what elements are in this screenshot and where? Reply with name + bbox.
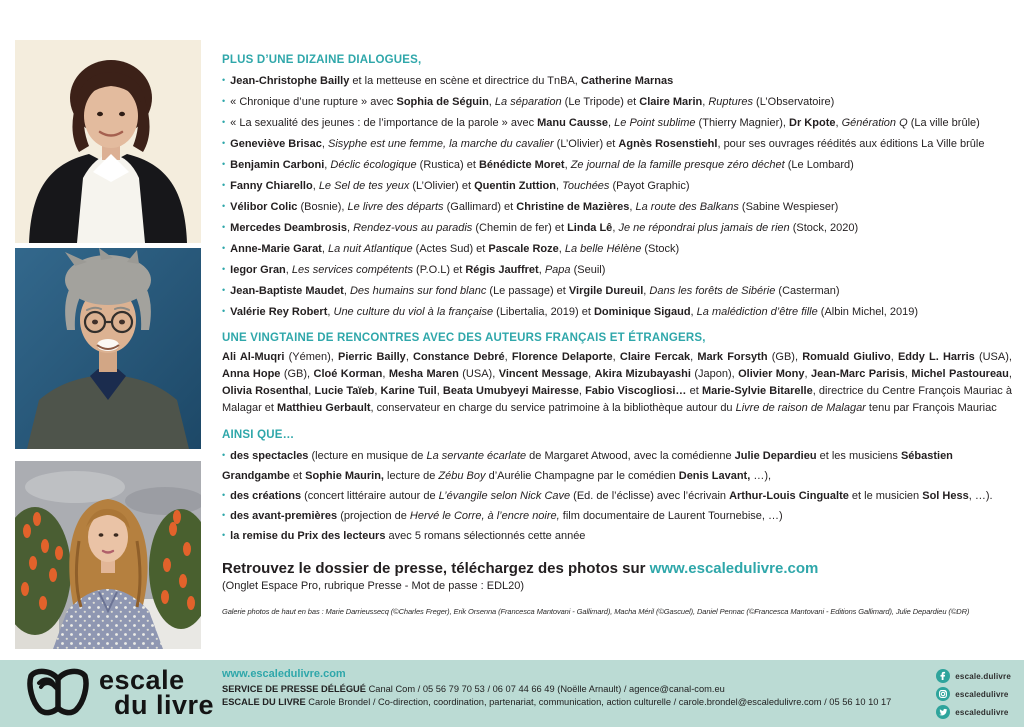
text-run: , [690,351,698,363]
text-run: Manu Causse [537,117,609,129]
text-run: Papa [544,264,571,276]
text-run: , [382,368,389,380]
text-run: La malédiction d’être fille [696,306,818,318]
text-run: Claire Fercak [619,351,691,363]
text-run: (Seuil) [570,264,606,276]
bullet-dot: • [222,75,226,85]
text-run: Quentin Zuttion [474,180,556,192]
text-run: Pascale Roze [488,243,559,255]
text-run: (Albin Michel, 2019) [817,306,919,318]
text-run: Génération Q [841,117,908,129]
footer [0,660,1024,727]
text-run: Michel Pastoureau [911,368,1009,380]
bullet-dot: • [222,96,226,106]
text-run: Le livre des départs [347,201,444,213]
text-run: et [289,470,306,482]
text-run: , [488,96,495,108]
text-run: Touchées [562,180,610,192]
text-run: Anne-Marie Garat [230,243,322,255]
portrait-photo-2-graphic [15,248,201,449]
bullet-dot: • [222,138,226,148]
text-run: Vincent Message [498,368,589,380]
facebook-link[interactable] [936,669,1011,683]
text-run: (Stock, 2020) [789,222,859,234]
text-run: (L’Olivier) et [409,180,475,192]
bullet-item [222,281,1012,302]
text-run: (Japon), [690,368,739,380]
text-run: Arthur-Louis Cingualte [729,490,849,502]
text-run: , [556,180,563,192]
text-run: de Margaret Atwood, avec la comédienne [526,450,735,462]
text-run: Christine de Mazières [516,201,630,213]
text-run: , [629,201,636,213]
text-run: , [1008,368,1012,380]
text-run: Anna Hope [222,368,281,380]
footer-website-link[interactable]: www.escaledulivre.com [222,668,346,680]
text-run: , [405,351,414,363]
text-run: et le musicien [848,490,923,502]
text-run: Karine Tuil [380,385,437,397]
text-run: La nuit Atlantique [327,243,413,255]
text-run: Sophie Maurin, [305,470,384,482]
bullet-dot: • [222,530,226,540]
text-run: La séparation [494,96,562,108]
text-run: (Gallimard) et [443,201,517,213]
text-run: « La sexualité des jeunes : de l’importance de la parole » avec [230,117,538,129]
text-run: Romuald Giulivo [802,351,891,363]
portrait-photo-1 [15,40,201,243]
text-run: , [308,385,315,397]
bullet-item [222,260,1012,281]
text-run: Florence Delaporte [511,351,613,363]
text-run: Dominique Sigaud [593,306,691,318]
bullet-dot: • [222,264,226,274]
bullet-item [222,526,1012,546]
text-run: film documentaire de Laurent Tournebise, …) [559,510,783,522]
facebook-handle: escale.dulivre [955,671,1011,681]
text-run: Iegor Gran [230,264,286,276]
bullet-item [222,302,1012,323]
text-run: , [343,285,350,297]
press-kit-link[interactable]: www.escaledulivre.com [649,560,819,577]
bullet-dot: • [222,490,226,500]
text-run: Le Point sublime [614,117,696,129]
text-run: , [327,306,334,318]
text-run: (projection de [337,510,410,522]
text-run: Marie-Sylvie Bitarelle [701,385,813,397]
section-ainsi-que [222,429,1012,546]
bullet-dot: • [222,285,226,295]
text-run: , [346,222,354,234]
text-run: Catherine Marnas [580,75,674,87]
escale-du-livre-logo [26,667,214,719]
text-run: , [564,159,571,171]
text-run: Benjamin Carboni [230,159,325,171]
bullet-dot: • [222,450,226,460]
text-run: Jean-Christophe Bailly [230,75,350,87]
text-run: Ze journal de la famille presque zéro déchet [570,159,785,171]
text-run: La route des Balkans [635,201,739,213]
text-run: Régis Jauffret [465,264,539,276]
section-heading-dialogues: PLUS D’UNE DIZAINE DIALOGUES, [222,54,422,66]
logo-line-1: escale [99,665,185,696]
bullet-item [222,155,1012,176]
text-run: des spectacles [230,450,309,462]
instagram-icon [936,687,950,701]
text-run: (Sabine Wespieser) [738,201,839,213]
footer-org-label: ESCALE DU LIVRE [222,697,306,707]
text-run: (Chemin de fer) et [472,222,568,234]
text-run: des avant-premières [230,510,338,522]
text-run: (Bosnie), [297,201,348,213]
instagram-link[interactable] [936,687,1011,701]
text-run: Valérie Rey Robert [230,306,328,318]
text-run: Mesha Maren [388,368,459,380]
text-run: Geneviève Brisac [230,138,322,150]
text-run: (Payot Graphic) [609,180,690,192]
bullet-item [222,218,1012,239]
bullet-item [222,176,1012,197]
text-run: , [904,368,912,380]
text-run: Julie Depardieu [734,450,817,462]
text-run: (Libertalia, 2019) et [493,306,594,318]
text-run: , [321,243,328,255]
text-run: Rendez-vous au paradis [353,222,473,234]
text-run: et la metteuse en scène et directrice du TnBA, [349,75,581,87]
text-run: , pour ses ouvrages réédités aux éditions La Ville brûle [717,138,985,150]
text-run: Livre de raison de Malagar [735,402,866,414]
bullet-item [222,446,1012,486]
text-run: La belle Hélène [564,243,642,255]
text-run: « Chronique d’une rupture » avec [230,96,397,108]
text-run: d’Aurélie Champagne par le comédien [485,470,679,482]
bullet-item [222,486,1012,506]
portrait-photo-2 [15,248,201,449]
social-links [936,669,1011,723]
text-run: Lucie Taïeb [314,385,375,397]
text-run: La servante écarlate [426,450,527,462]
text-run: Eddy L. Harris [897,351,975,363]
text-run: Fabio Viscogliosi… [585,385,687,397]
text-run: , conservateur en charge du service patrimoine à la bibliothèque autour du [370,402,736,414]
text-run: (Le Tripode) et [561,96,640,108]
text-run: (concert littéraire autour de [301,490,439,502]
bullet-dot: • [222,180,226,190]
text-run: , [321,138,329,150]
text-run: …), [750,470,772,482]
bullet-dot: • [222,306,226,316]
text-run: , [285,264,292,276]
text-run: , [436,385,443,397]
text-run: , [588,368,595,380]
text-run: Jean-Baptiste Maudet [230,285,344,297]
text-run: (Stock) [641,243,680,255]
text-run: Pierric Bailly [338,351,406,363]
twitter-icon [936,705,950,719]
footer-org-line [222,697,891,707]
press-kit-callout [222,560,1012,577]
text-run: , [504,351,512,363]
text-run: Fanny Chiarello [230,180,313,192]
text-run: (GB), [767,351,803,363]
instagram-handle: escaledulivre [955,689,1009,699]
text-run: (Le Lombard) [784,159,854,171]
text-run: Déclic écologique [330,159,417,171]
text-run: Sisyphe est une femme, la marche du cavalier [328,138,554,150]
text-run: (Le passage) et [486,285,569,297]
bullet-item [222,92,1012,113]
content-column [222,54,1012,616]
text-run: , [374,385,381,397]
text-run: Olivia Rosenthal [222,385,309,397]
text-run: (USA), [458,368,499,380]
portrait-photo-3-graphic [15,461,201,649]
bullet-item [222,197,1012,218]
text-run: (P.O.L) et [412,264,466,276]
text-run: Claire Marin [639,96,703,108]
text-run: , …). [968,490,993,502]
text-run: Une culture du viol à la française [333,306,494,318]
text-run: (Actes Sud) et [412,243,489,255]
text-run: , [612,222,619,234]
text-run: Sophia de Séguin [396,96,489,108]
photo-gallery-caption: Galerie photos de haut en bas : Marie Darrieussecq (©Charles Freger), Erik Orsenna (Francesca Mantovani - Gallimard), Macha Méril (©Gascuel), Daniel Pennac (©Francesca Mantovani - Editions Gallimard), Julie Depardieu (©DR) [222,607,970,616]
text-run: Des humains sur fond blanc [349,285,487,297]
bullet-item [222,134,1012,155]
text-run: , [804,368,811,380]
footer-org-text: Carole Brondel / Co-direction, coordination, partenariat, communication, action culturelle / carole.brondel@escaledulivre.com / 05 56 10 10 17 [305,697,892,707]
footer-press-line [222,684,891,694]
portrait-photo-3 [15,461,201,649]
text-run: , [608,117,615,129]
text-run: la remise du Prix des lecteurs [230,530,386,542]
text-run: (La ville brûle) [907,117,980,129]
text-run: , [312,180,319,192]
press-kit-access-note: (Onglet Espace Pro, rubrique Presse - Mot de passe : EDL20) [222,580,525,592]
text-run: Dans les forêts de Sibérie [649,285,776,297]
section-heading-ainsi-que: AINSI QUE… [222,429,295,441]
text-run: (L’Observatoire) [752,96,835,108]
twitter-handle: escaledulivre [955,707,1009,717]
ainsi-que-list [222,446,1012,546]
text-run: Linda Lê [567,222,613,234]
text-run: Les services compétents [291,264,413,276]
bullet-item [222,71,1012,92]
bullet-dot: • [222,222,226,232]
text-run: Sol Hess [922,490,969,502]
bullet-item [222,113,1012,134]
text-run: et les musiciens [816,450,901,462]
text-run: Ruptures [708,96,753,108]
text-run: , [538,264,545,276]
text-run: , [702,96,709,108]
text-run: (Ed. de l’éclisse) avec l’écrivain [570,490,730,502]
press-kit-text: Retrouvez le dossier de presse, téléchargez des photos sur [222,560,650,577]
text-run: Mercedes Deambrosis [230,222,347,234]
text-run: , [578,385,586,397]
twitter-link[interactable] [936,705,1011,719]
text-run: Ali Al-Muqri [222,351,285,363]
text-run: Cloé Korman [313,368,383,380]
text-run: des créations [230,490,302,502]
text-run: lecture de [384,470,439,482]
text-run: et [686,385,702,397]
text-run: , [690,306,697,318]
text-run: Matthieu Gerbault [277,402,371,414]
text-run: (USA), [974,351,1012,363]
text-run: (lecture en musique de [308,450,427,462]
text-run: Sébastien Grandgambe [222,450,953,482]
text-run: Olivier Mony [738,368,805,380]
text-run: Constance Debré [413,351,505,363]
facebook-icon [936,669,950,683]
text-run: Denis Lavant, [678,470,751,482]
text-run: L’évangile selon Nick Cave [438,490,571,502]
text-run: (Yémen), [284,351,339,363]
bullet-item [222,506,1012,526]
section-dialogues [222,54,1012,323]
portrait-photo-1-graphic [15,40,201,243]
text-run: Hervé le Corre, à l’encre noire, [409,510,560,522]
text-run: (Thierry Magnier), [695,117,790,129]
text-run: avec 5 romans sélectionnés cette année [385,530,586,542]
text-run: Bénédicte Moret [478,159,565,171]
text-run: , [324,159,331,171]
text-run: Mark Forsyth [697,351,768,363]
text-run: Beata Umubyeyi Mairesse [442,385,579,397]
bullet-item [222,239,1012,260]
text-run: , [890,351,898,363]
text-run: tenu par François Mauriac [865,402,997,414]
dialogues-list [222,71,1012,323]
text-run: , [612,351,620,363]
text-run: Jean-Marc Parisis [810,368,905,380]
footer-press-label: SERVICE DE PRESSE DÉLÉGUÉ [222,684,366,694]
text-run: Akira Mizubayashi [594,368,691,380]
text-run: Je ne répondrai plus jamais de rien [618,222,790,234]
text-run: (GB), [280,368,314,380]
bullet-dot: • [222,510,226,520]
text-run: , [835,117,842,129]
text-run: Vélibor Colic [230,201,298,213]
text-run: , [558,243,565,255]
footer-press-text: Canal Com / 05 56 79 70 53 / 06 07 44 66 49 (Noëlle Arnault) / agence@canal-com.eu [365,684,725,694]
text-run: , [643,285,650,297]
text-run: (L’Olivier) et [553,138,619,150]
text-run: Dr Kpote [789,117,836,129]
section-rencontres [222,332,1012,417]
text-run: (Casterman) [775,285,840,297]
rencontres-paragraph [222,349,1012,417]
text-run: , directrice du Centre François Mauriac à Malagar et [222,385,1013,414]
logo-wordmark [99,665,215,720]
bullet-dot: • [222,243,226,253]
text-run: Agnès Rosenstiehl [618,138,718,150]
text-run: Zébu Boy [438,470,486,482]
logo-line-2: du livre [114,690,215,720]
text-run: (Rustica) et [416,159,479,171]
footer-contact-block [222,668,891,710]
section-heading-rencontres: UNE VINGTAINE DE RENCONTRES AVEC DES AUTEURS FRANÇAIS ET ÉTRANGERS, [222,332,706,344]
bullet-dot: • [222,117,226,127]
bullet-dot: • [222,159,226,169]
bullet-dot: • [222,201,226,211]
text-run: Le Sel de tes yeux [318,180,410,192]
open-book-icon [26,667,90,719]
text-run: Virgile Dureuil [568,285,644,297]
